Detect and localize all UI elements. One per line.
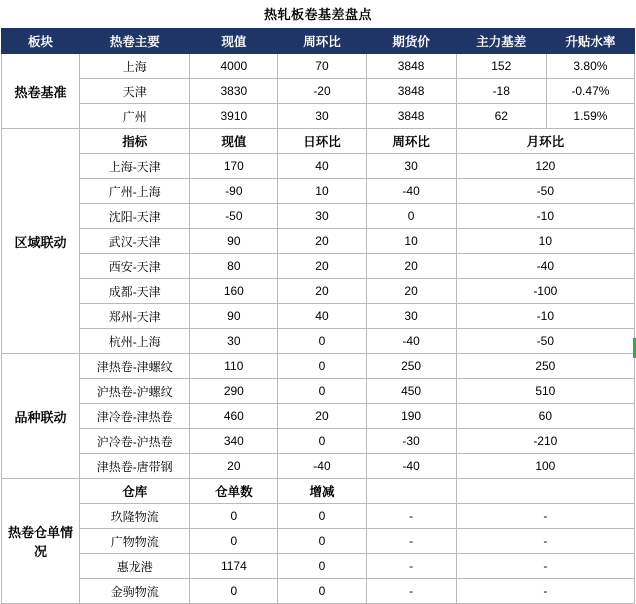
cell-value: 0	[278, 379, 366, 404]
cell-value: 160	[190, 279, 278, 304]
row-label: 西安-天津	[80, 254, 190, 279]
cell-value: 30	[278, 104, 366, 129]
cell-value: 0	[278, 329, 366, 354]
cell-value: -30	[366, 429, 456, 454]
cell-value: 60	[456, 404, 634, 429]
subheader-receipts: 仓单数	[190, 479, 278, 504]
table-row	[2, 379, 635, 404]
row-label: 成都-天津	[80, 279, 190, 304]
table-row	[2, 229, 635, 254]
table-row	[2, 354, 635, 379]
cell-value: 20	[366, 279, 456, 304]
table-row	[2, 404, 635, 429]
cell-value: 3848	[366, 79, 456, 104]
cell-value: 110	[190, 354, 278, 379]
cell-value: 20	[190, 454, 278, 479]
header-cell-futures: 期货价	[366, 29, 456, 54]
table-row	[2, 504, 635, 529]
cell-value: -	[366, 579, 456, 604]
cell-value: -	[366, 554, 456, 579]
cell-value: 0	[278, 354, 366, 379]
cell-value: -	[456, 554, 634, 579]
cell-value: 0	[190, 504, 278, 529]
table-row	[2, 579, 635, 604]
cell-value: 170	[190, 154, 278, 179]
cell-value: -	[366, 529, 456, 554]
cell-value: 510	[456, 379, 634, 404]
subheader-row	[2, 479, 635, 504]
cell-value: 3848	[366, 54, 456, 79]
row-label: 杭州-上海	[80, 329, 190, 354]
cell-value: -10	[456, 304, 634, 329]
row-label: 郑州-天津	[80, 304, 190, 329]
row-label: 沪热卷-沪螺纹	[80, 379, 190, 404]
cell-value: 20	[278, 404, 366, 429]
cell-value: 10	[366, 229, 456, 254]
header-cell-weekly: 周环比	[278, 29, 366, 54]
cell-value: 290	[190, 379, 278, 404]
cell-value: 340	[190, 429, 278, 454]
subheader-daily: 日环比	[278, 129, 366, 154]
cell-value: 30	[366, 304, 456, 329]
cell-value: 40	[278, 154, 366, 179]
cell-value: 0	[278, 579, 366, 604]
cell-value: 100	[456, 454, 634, 479]
cell-value: 0	[190, 529, 278, 554]
cell-value: 120	[456, 154, 634, 179]
subheader-current: 现值	[190, 129, 278, 154]
row-label: 沪冷卷-沪热卷	[80, 429, 190, 454]
group-label-benchmark: 热卷基准	[2, 54, 80, 129]
cell-value: -40	[366, 454, 456, 479]
row-label: 玖隆物流	[80, 504, 190, 529]
row-label: 津冷卷-津热卷	[80, 404, 190, 429]
group-label-variety: 品种联动	[2, 354, 80, 479]
cell-value: 0	[190, 579, 278, 604]
cell-value: -	[456, 579, 634, 604]
cell-value: -0.47%	[546, 79, 634, 104]
cell-value: -210	[456, 429, 634, 454]
row-label: 天津	[80, 79, 190, 104]
cell-value: 460	[190, 404, 278, 429]
cell-value: 30	[190, 329, 278, 354]
cell-value: 62	[456, 104, 546, 129]
row-label: 上海-天津	[80, 154, 190, 179]
table-row	[2, 279, 635, 304]
row-label: 广州-上海	[80, 179, 190, 204]
cell-value: 20	[366, 254, 456, 279]
cell-value: 152	[456, 54, 546, 79]
subheader-blank	[366, 479, 456, 504]
basis-table	[1, 28, 635, 604]
cell-value: 10	[278, 179, 366, 204]
cell-value: -20	[278, 79, 366, 104]
header-cell-main: 热卷主要	[80, 29, 190, 54]
table-row	[2, 54, 635, 79]
cell-value: -40	[366, 329, 456, 354]
row-label: 津热卷-津螺纹	[80, 354, 190, 379]
table-row	[2, 429, 635, 454]
cell-value: -100	[456, 279, 634, 304]
subheader-warehouse: 仓库	[80, 479, 190, 504]
cell-value: -40	[456, 254, 634, 279]
table-row	[2, 154, 635, 179]
header-cell-basis: 主力基差	[456, 29, 546, 54]
cell-value: -	[456, 504, 634, 529]
header-cell-premium: 升贴水率	[546, 29, 634, 54]
cell-value: 3910	[190, 104, 278, 129]
table-row	[2, 554, 635, 579]
cell-value: 0	[278, 529, 366, 554]
cell-value: -90	[190, 179, 278, 204]
cell-value: -10	[456, 204, 634, 229]
row-label: 广物物流	[80, 529, 190, 554]
cell-value: -40	[366, 179, 456, 204]
header-cell-current: 现值	[190, 29, 278, 54]
subheader-row	[2, 129, 635, 154]
table-row	[2, 454, 635, 479]
cell-value: 450	[366, 379, 456, 404]
cell-value: 90	[190, 304, 278, 329]
row-label: 津热卷-唐带钢	[80, 454, 190, 479]
cell-value: -	[456, 529, 634, 554]
table-header-row	[2, 29, 635, 54]
cell-value: -	[366, 504, 456, 529]
cell-value: 20	[278, 254, 366, 279]
cell-value: 1174	[190, 554, 278, 579]
cell-value: -18	[456, 79, 546, 104]
cell-value: 20	[278, 279, 366, 304]
row-label: 沈阳-天津	[80, 204, 190, 229]
cell-value: 0	[366, 204, 456, 229]
cell-value: -50	[456, 329, 634, 354]
table-row	[2, 329, 635, 354]
row-label: 金驹物流	[80, 579, 190, 604]
cell-value: -40	[278, 454, 366, 479]
table-row	[2, 529, 635, 554]
group-label-regional: 区域联动	[2, 129, 80, 354]
cell-value: 20	[278, 229, 366, 254]
subheader-indicator: 指标	[80, 129, 190, 154]
table-row	[2, 104, 635, 129]
cell-value: 30	[366, 154, 456, 179]
table-row	[2, 254, 635, 279]
header-cell-board: 板块	[2, 29, 80, 54]
cell-value: 3830	[190, 79, 278, 104]
subheader-monthly: 月环比	[456, 129, 634, 154]
row-label: 广州	[80, 104, 190, 129]
cell-value: 190	[366, 404, 456, 429]
cell-value: 70	[278, 54, 366, 79]
cell-value: -50	[190, 204, 278, 229]
cell-value: 0	[278, 504, 366, 529]
cell-value: 3848	[366, 104, 456, 129]
cell-value: 3.80%	[546, 54, 634, 79]
table-row	[2, 79, 635, 104]
table-row	[2, 204, 635, 229]
cell-value: 1.59%	[546, 104, 634, 129]
table-row	[2, 179, 635, 204]
subheader-change: 增减	[278, 479, 366, 504]
cell-value: 250	[456, 354, 634, 379]
cell-value: 250	[366, 354, 456, 379]
subheader-blank-2	[456, 479, 634, 504]
table-row	[2, 304, 635, 329]
cell-value: 90	[190, 229, 278, 254]
cell-value: 40	[278, 304, 366, 329]
cell-value: 80	[190, 254, 278, 279]
row-label: 惠龙港	[80, 554, 190, 579]
group-label-warehouse: 热卷仓单情况	[2, 479, 80, 604]
row-label: 上海	[80, 54, 190, 79]
cell-value: 0	[278, 429, 366, 454]
cell-value: 0	[278, 554, 366, 579]
subheader-weekly: 周环比	[366, 129, 456, 154]
cell-value: 30	[278, 204, 366, 229]
page-title: 热轧板卷基差盘点	[263, 7, 372, 22]
row-label: 武汉-天津	[80, 229, 190, 254]
cell-value: -50	[456, 179, 634, 204]
cell-value: 4000	[190, 54, 278, 79]
cell-value: 10	[456, 229, 634, 254]
